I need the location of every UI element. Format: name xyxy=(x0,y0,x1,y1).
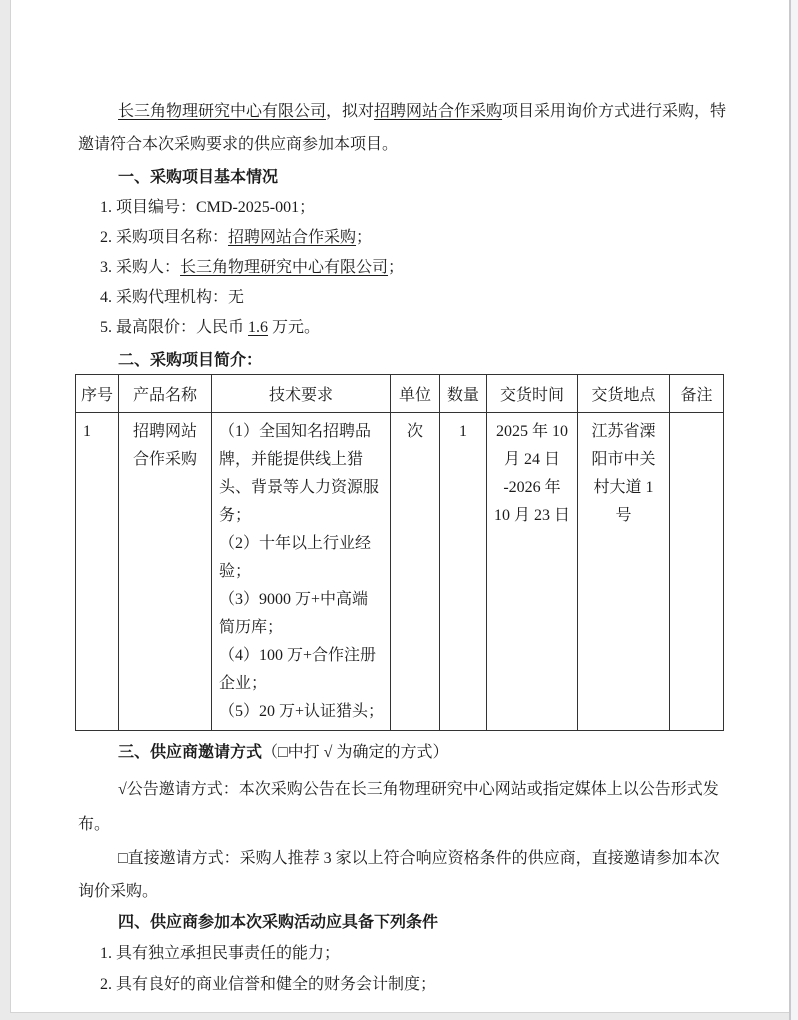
page-right-edge xyxy=(789,0,798,1020)
basic-info-item-max-price xyxy=(100,313,728,343)
column-header-remark: 备注 xyxy=(670,375,724,413)
item-underlined: 招聘网站合作采购 xyxy=(228,229,357,246)
tech-requirement-line: （2）十年以上行业经验； xyxy=(219,535,372,580)
delivery-place-cell: 江苏省溧阳市中关村大道 1 号 xyxy=(578,413,670,731)
column-header-delivery-time: 交货时间 xyxy=(487,375,578,413)
quantity-cell: 1 xyxy=(440,413,487,731)
condition-item-civil-liability: 1. 具有独立承担民事责任的能力； xyxy=(100,945,341,962)
section-conditions-title: 四、供应商参加本次采购活动应具备下列条件 xyxy=(118,914,439,931)
section-invite-title xyxy=(118,738,728,768)
table-row xyxy=(76,413,724,731)
intro-paragraph xyxy=(78,95,728,161)
condition-item-credit: 2. 具有良好的商业信誉和健全的财务会计制度； xyxy=(100,976,437,993)
column-header-qty: 数量 xyxy=(440,375,487,413)
column-header-unit: 单位 xyxy=(391,375,440,413)
item-suffix: ； xyxy=(356,229,373,246)
page-left-edge xyxy=(0,0,11,1020)
procurement-table xyxy=(75,374,724,731)
item-text: 4. 采购代理机构：无 xyxy=(100,289,245,306)
remark-cell xyxy=(670,413,724,731)
item-text: 2. 采购项目名称： xyxy=(100,229,229,246)
item-text: 3. 采购人： xyxy=(100,259,181,276)
seq-cell: 1 xyxy=(76,413,119,731)
tech-requirement-line: （1）全国知名招聘品牌，并能提供线上猎头、背景等人力资源服务； xyxy=(219,423,380,524)
unit-cell: 次 xyxy=(391,413,440,731)
tech-requirements-cell xyxy=(212,413,391,731)
item-underlined: 长三角物理研究中心有限公司 xyxy=(180,259,389,276)
item-text: 5. 最高限价：人民币 xyxy=(100,319,249,336)
basic-info-item-agency xyxy=(100,283,728,313)
section-basic-title: 一、采购项目基本情况 xyxy=(118,169,279,186)
invite-title-note: （□中打 √ 为确定的方式） xyxy=(262,744,449,761)
project-name: 招聘网站合作采购 xyxy=(374,103,503,120)
document-content xyxy=(78,0,728,1000)
delivery-time-cell: 2025 年 10 月 24 日 -2026 年 10 月 23 日 xyxy=(487,413,578,731)
intro-rest-text: 项目采用询价方式进行采购，特邀请符合本次采购要求的供应商参加本项目。 xyxy=(78,103,727,153)
buyer-name: 长三角物理研究中心有限公司 xyxy=(118,103,327,120)
invite-title-bold: 三、供应商邀请方式 xyxy=(118,744,263,761)
item-suffix: ； xyxy=(388,259,405,276)
page-bottom-edge xyxy=(10,1012,798,1020)
column-header-tech: 技术要求 xyxy=(212,375,391,413)
product-cell: 招聘网站合作采购 xyxy=(119,413,212,731)
table-header-row xyxy=(76,375,724,413)
tech-requirement-line: （4）100 万+合作注册企业； xyxy=(219,647,377,692)
column-header-seq: 序号 xyxy=(76,375,119,413)
announce-invite-paragraph: √公告邀请方式：本次采购公告在长三角物理研究中心网站或指定媒体上以公告形式发布。 xyxy=(78,781,719,833)
tech-requirement-line: （3）9000 万+中高端简历库； xyxy=(219,591,369,636)
basic-info-item-project-name xyxy=(100,223,728,253)
column-header-product: 产品名称 xyxy=(119,375,212,413)
intro-mid-text: ，拟对 xyxy=(326,103,375,120)
item-underlined: 1.6 xyxy=(248,319,269,336)
item-text: 1. 项目编号：CMD-2025-001； xyxy=(100,199,316,216)
section-brief-title: 二、采购项目简介： xyxy=(118,352,263,369)
item-suffix: 万元。 xyxy=(268,319,321,336)
direct-invite-paragraph: □直接邀请方式：采购人推荐 3 家以上符合响应资格条件的供应商，直接邀请参加本次询价采购。 xyxy=(78,850,720,900)
basic-info-item-purchaser xyxy=(100,253,728,283)
column-header-delivery-place: 交货地点 xyxy=(578,375,670,413)
basic-info-item-project-no xyxy=(100,193,728,223)
tech-requirement-line: （5）20 万+认证猎头； xyxy=(219,703,385,720)
